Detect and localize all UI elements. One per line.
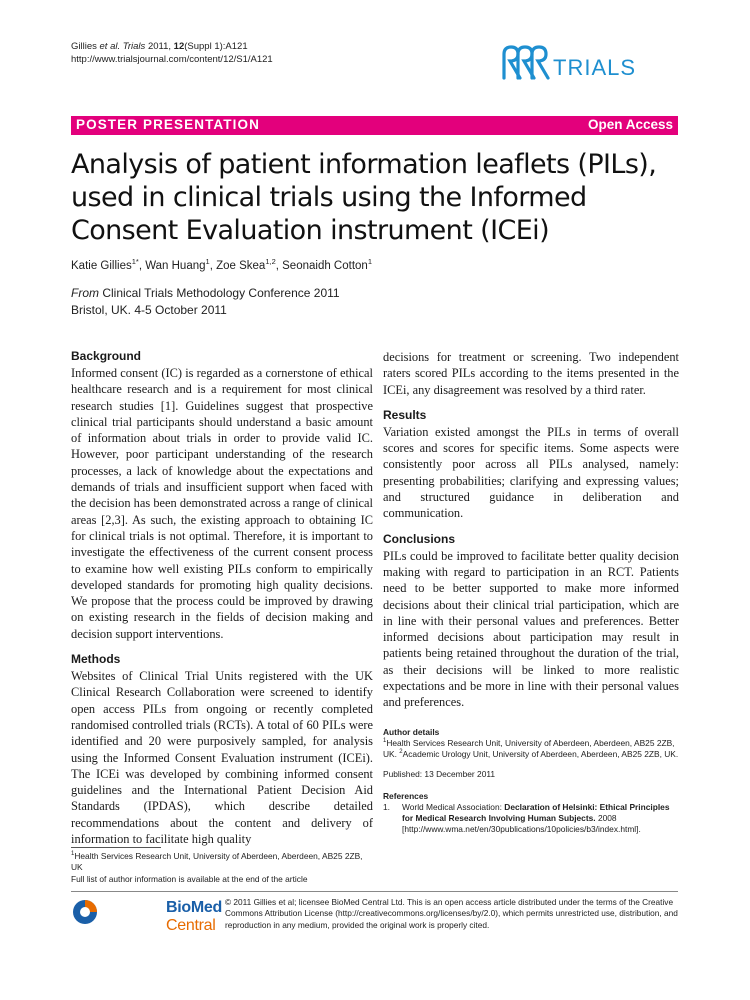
author-affiliation: 1,2 [265,257,276,267]
trials-logo-icon [498,44,552,84]
trials-logo-text: TRIALS [553,55,637,80]
reference-link[interactable]: 2008 [http://www.wma.net/en/30publications/10policies/b3/index.html]. [402,812,641,835]
footnote [71,851,371,874]
methods-heading: Methods [71,652,121,667]
biomed-central-wordmark [166,899,222,935]
footnote-number: 1 [71,851,75,858]
background-heading: Background [71,349,142,363]
author-details [383,727,679,761]
footnote-divider [71,847,161,848]
citation-year: 2011, [147,41,172,52]
left-column [71,349,373,857]
footer-divider [71,891,678,892]
reference-title: Declaration of Helsinki: Ethical Principles for Medical Research Involving Human Subjects. [402,801,670,823]
conference-location: Bristol, UK. 4-5 October 2011 [71,303,227,317]
citation-block [71,41,273,66]
affiliation-number: 1 [383,737,387,744]
author-name: Seonaidh Cotton [282,260,368,272]
article-title: Analysis of patient information leaflets (PILs), used in clinical trials using the Informed Consent Evaluation instrument (ICEi) [71,149,657,246]
footnote-text: Health Services Research Unit, University of Aberdeen, Aberdeen, AB25 2ZB, UK [71,851,363,873]
methods-text: Websites of Clinical Trial Units registered with the UK Clinical Research Collaboration were screened to identify open access PILs from ongoing or recently completed randomised controlled trials (RCTs). A total of 60 PILs were identified and 20 were purposively sampled, for analysis using the Informed Consent Evaluation instrument (ICEi). The ICEi was developed by combining informed consent guidelines and the International Patient Decision Aid Standards (IPDAS), which describe detailed recommendations about the content and delivery of information to facilitate high quality [71,669,373,847]
affiliation-number: 2 [399,749,403,756]
author-name: Zoe Skea [216,260,266,272]
citation-issue: (Suppl 1):A121 [184,41,248,52]
right-column [383,349,679,835]
reference-item [383,802,679,836]
author-separator: , [138,260,146,272]
author-name: Katie Gillies [71,260,132,272]
open-access-label: Open Access [587,117,673,132]
author-details-heading: Author details [383,726,440,737]
background-text: Informed consent (IC) is regarded as a cornerstone of ethical healthcare research and is a requirement for most clinical research studies [1]. Guidelines suggest that prospective clinical trial participants should understand a basic amount of information about trials in order to provide valid IC. However, poor participant understanding of the research processes, a lack of knowledge about the expectations and demands of trials and insufficient support when faced with the decision has been demonstrated across a range of clinical areas [2,3]. As such, the existing approach to obtaining IC for clinical trials is not optimal. Therefore, it is important to investigate the effectiveness of the current consent process to examine how well existing PILs conform to empirically developed standards for promoting high quality decisions. We propose that the process could be improved by drawing on existing research in the fields of decision making and decision support interventions. [71,366,373,641]
biomed-central-logo [71,898,222,934]
results-heading: Results [383,407,427,422]
section-banner [71,116,678,135]
bmc-central-text: Central [166,917,216,934]
reference-number: 1. [383,801,390,812]
author-affiliation: 1 [205,257,210,267]
affiliation-text: Health Services Research Unit, University of Aberdeen, Aberdeen, AB25 2ZB, UK. [383,737,675,759]
article-url[interactable]: http://www.trialsjournal.com/content/12/S1/A121 [71,53,273,65]
full-author-info-note: Full list of author information is available at the end of the article [71,874,308,884]
author-name: Wan Huang [145,260,206,272]
published-date: Published: 13 December 2011 [383,769,496,780]
trials-logo [498,44,678,84]
poster-presentation-label: POSTER PRESENTATION [76,117,260,132]
conclusions-heading: Conclusions [383,531,456,546]
author-separator: , [209,260,217,272]
conclusions-text: PILs could be improved to facilitate better quality decision making with regard to participation in an RCT. Patients need to be better supported to make more informed decisions about their clinical trial participation, which are in line with their personal values and preferences. Better informed decisions about participation may result in patients being retained throughout the duration of the trial, as their decisions will be linked to more realistic expectations and be more in line with their personal values and preferences. [383,548,679,710]
author-affiliation: 1 [367,257,372,267]
affiliation-text: Academic Urology Unit, University of Aberdeen, Aberdeen, AB25 2ZB, UK. [402,748,679,759]
author-list [71,257,372,272]
reference-author: World Medical Association: [402,801,502,812]
license-text: © 2011 Gillies et al; licensee BioMed Central Ltd. This is an open access article distributed under the terms of the Creative Commons Attribution License (http://creativecommons.org/licenses/by/2.0), which permits unrestricted use, distribution, and reproduction in any medium, provided the original work is properly cited. [225,897,678,930]
results-text: Variation existed amongst the PILs in terms of overall scores and scores for specific items. Some aspects were consistently poor across all PILs analysed, namely: presenting probabilities; clarifying and expressing values; and structured guidance in deliberation and communication. [383,424,679,521]
bmc-bio-text: BioMed [166,899,222,916]
citation-etal: et al. [99,41,121,52]
citation-volume: 12 [173,41,185,52]
citation-authors: Gillies [71,41,97,52]
methods-text-continued: decisions for treatment or screening. Two independent raters scored PILs according to the items presented in the ICEi, any disagreement was resolved by a third rater. [383,350,679,397]
conference-info [71,285,340,319]
citation-line [71,41,273,54]
biomed-central-logo-icon [71,898,99,926]
references [383,791,679,836]
conference-name: Clinical Trials Methodology Conference 2011 [102,286,340,300]
from-label: From [71,286,99,300]
citation-journal: Trials [122,41,146,52]
author-affiliation: 1* [131,257,139,267]
references-heading: References [383,790,429,801]
author-separator: , [275,260,283,272]
